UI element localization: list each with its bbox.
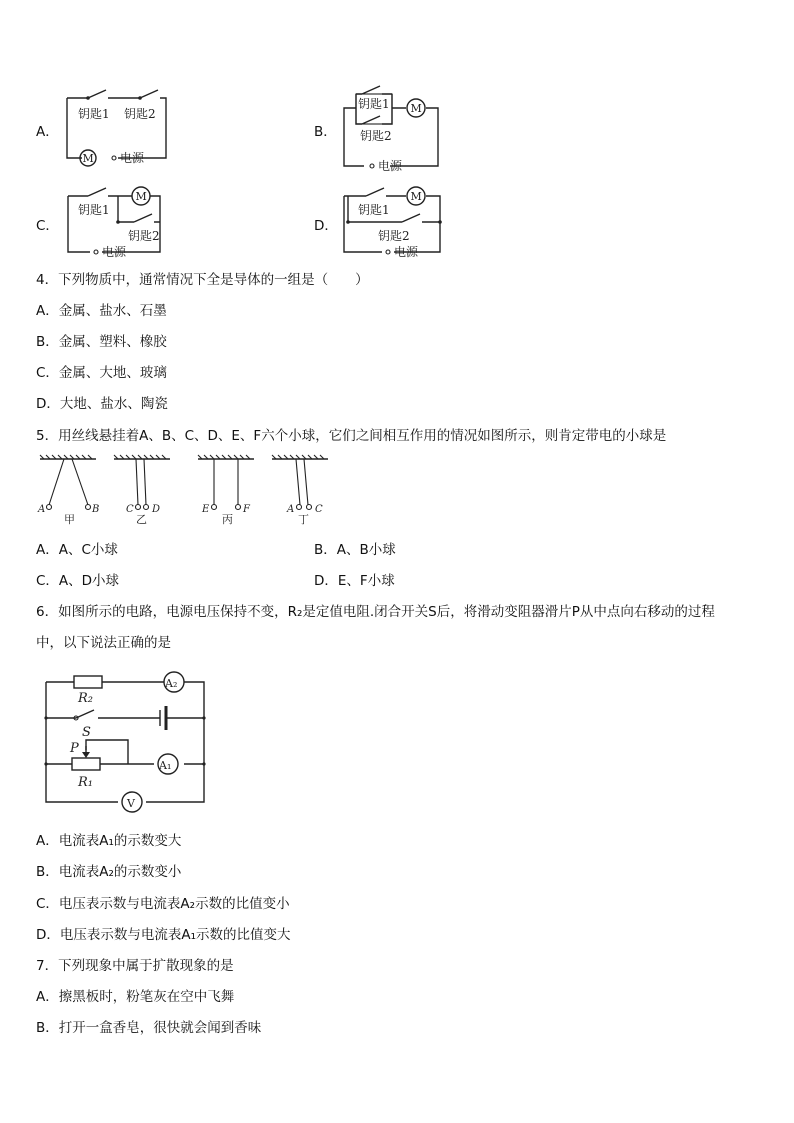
q5-option-c: C．A、D小球	[36, 573, 120, 589]
q4-option-c: C．金属、大地、玻璃	[36, 365, 167, 381]
group-yi	[114, 455, 170, 526]
q3-circuit-c	[64, 184, 174, 264]
group-bing	[198, 455, 254, 526]
q6-option-c: C．电压表示数与电流表A₂示数的比值变小	[36, 896, 290, 912]
q3-option-d-label: D．	[314, 218, 338, 234]
q6-circuit	[42, 668, 222, 808]
key1-label: 钥匙1	[78, 203, 110, 217]
svg-text:乙: 乙	[136, 513, 147, 526]
power-label: 电源	[120, 151, 145, 165]
svg-text:A: A	[38, 504, 46, 515]
q6-option-a: A．电流表A₁的示数变大	[36, 833, 182, 849]
group-jia	[37, 455, 99, 526]
q5-stem: 5．用丝线悬挂着A、B、C、D、E、F六个小球，它们之间相互作用的情况如图所示，则肯定带电的小球是	[36, 428, 667, 444]
key2-label: 钥匙2	[378, 229, 410, 243]
power-label: 电源	[394, 245, 419, 259]
q3-circuit-b	[342, 86, 452, 173]
q7-stem: 7．下列现象中属于扩散现象的是	[36, 958, 234, 974]
q4-option-d: D．大地、盐水、陶瓷	[36, 396, 168, 412]
q4-option-a: A．金属、盐水、石墨	[36, 303, 167, 319]
q3-circuit-d	[342, 184, 452, 264]
q3-circuit-a	[62, 90, 172, 168]
q5-option-b: B．A、B小球	[314, 542, 396, 558]
q4-stem: 4．下列物质中，通常情况下全是导体的一组是（ ）	[36, 272, 369, 288]
svg-text:C: C	[315, 504, 323, 515]
r2-resistor	[74, 676, 102, 688]
svg-text:F: F	[243, 504, 250, 515]
svg-text:P: P	[70, 741, 79, 756]
svg-text:甲: 甲	[64, 513, 75, 526]
key2-label: 钥匙2	[128, 229, 160, 243]
q4-option-b: B．金属、塑料、橡胶	[36, 334, 167, 350]
motor-label: M	[82, 152, 94, 165]
svg-text:A₂: A₂	[165, 677, 178, 690]
q6-stem-line2: 中，以下说法正确的是	[36, 635, 171, 651]
svg-text:E: E	[202, 504, 210, 515]
svg-text:A₁: A₁	[159, 759, 172, 772]
group-ding	[272, 455, 328, 526]
q3-option-c-label: C．	[36, 218, 59, 234]
motor-label: M	[135, 190, 147, 203]
svg-text:C: C	[126, 504, 134, 515]
key2-label: 钥匙2	[360, 129, 392, 143]
q5-figure	[36, 455, 336, 527]
q3-option-b-label: B．	[314, 124, 337, 140]
r1-resistor	[72, 758, 100, 770]
q6-stem-line1: 6．如图所示的电路，电源电压保持不变，R₂是定值电阻.闭合开关S后，将滑动变阻器滑片P从中点向右移动的过程	[36, 604, 715, 620]
svg-text:R₂: R₂	[78, 691, 93, 706]
svg-text:D: D	[152, 504, 161, 515]
power-label: 电源	[378, 159, 403, 173]
svg-text:B: B	[92, 504, 100, 515]
q7-option-a: A．擦黑板时，粉笔灰在空中飞舞	[36, 989, 235, 1005]
q6-option-d: D．电压表示数与电流表A₁示数的比值变大	[36, 927, 291, 943]
key1-label: 钥匙1	[358, 203, 390, 217]
svg-text:V: V	[127, 797, 135, 810]
svg-text:S: S	[82, 725, 91, 740]
power-label: 电源	[102, 245, 127, 259]
svg-text:丁: 丁	[298, 513, 309, 526]
motor-label: M	[410, 102, 422, 115]
key2-label: 钥匙2	[124, 107, 156, 121]
q6-option-b: B．电流表A₂的示数变小	[36, 864, 182, 880]
motor-label: M	[410, 190, 422, 203]
q3-option-a-label: A．	[36, 124, 59, 140]
svg-text:R₁: R₁	[78, 775, 93, 790]
q5-option-a: A．A、C小球	[36, 542, 118, 558]
q5-option-d: D．E、F小球	[314, 573, 395, 589]
svg-text:丙: 丙	[222, 513, 233, 526]
q7-option-b: B．打开一盒香皂，很快就会闻到香味	[36, 1020, 262, 1036]
key1-label: 钥匙1	[78, 107, 110, 121]
svg-text:A: A	[287, 504, 295, 515]
key1-label: 钥匙1	[358, 97, 390, 111]
